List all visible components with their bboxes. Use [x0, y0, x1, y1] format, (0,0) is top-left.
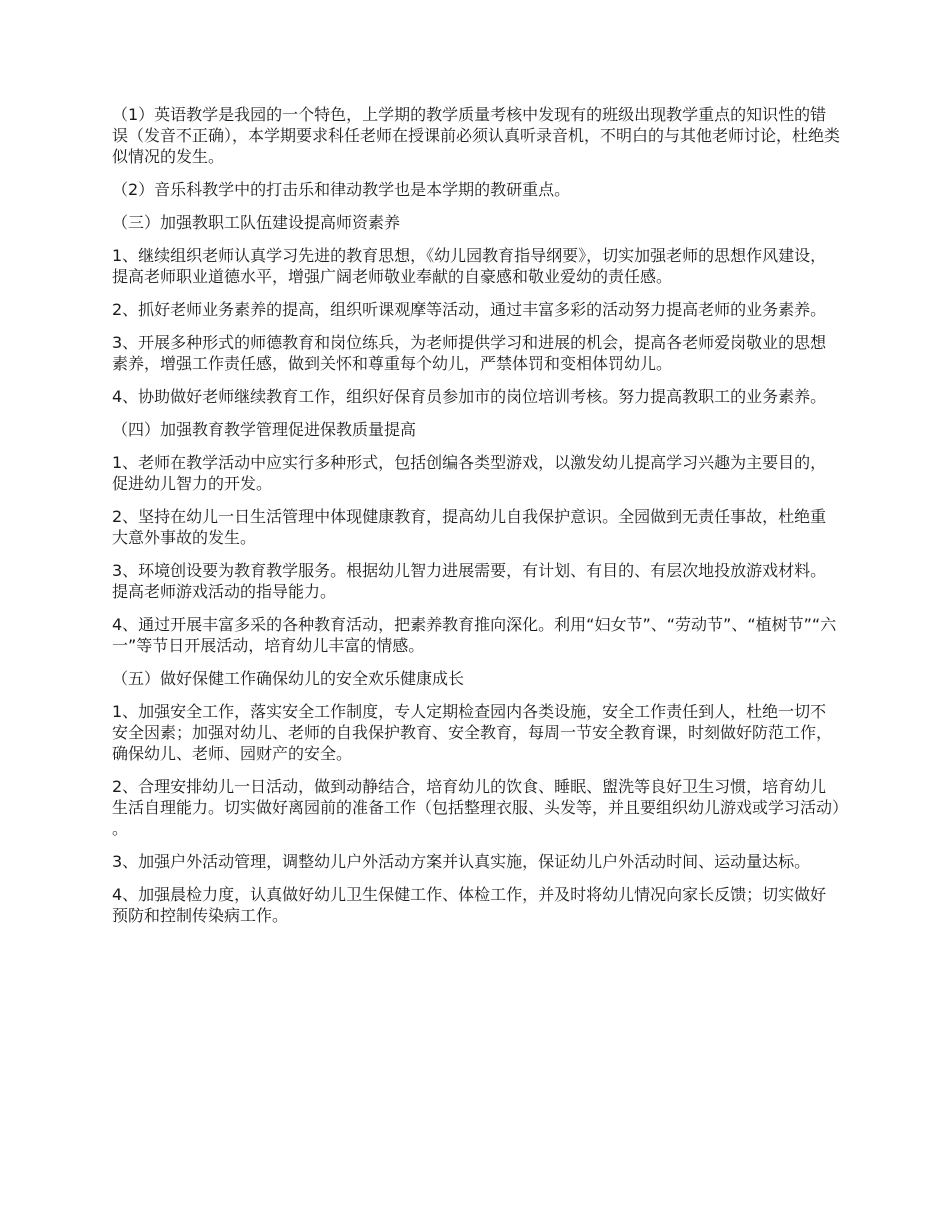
- paragraph-health-4: 4、加强晨检力度，认真做好幼儿卫生保健工作、体检工作，并及时将幼儿情况向家长反馈；切实做好预防和控制传染病工作。: [112, 885, 827, 925]
- paragraph-music-teaching: （2）音乐科教学中的打击乐和律动教学也是本学期的教研重点。: [112, 180, 571, 199]
- paragraph-teaching-3: 3、环境创设要为教育教学服务。根据幼儿智力进展需要，有计划、有目的、有层次地投放游戏材料。提高老师游戏活动的指导能力。: [112, 561, 827, 601]
- paragraph-health-1: 1、加强安全工作，落实安全工作制度，专人定期检查园内各类设施，安全工作责任到人，杜绝一切不安全因素；加强对幼儿、老师的自我保护教育、安全教育，每周一节安全教育课，时刻做好防范工作，确保幼儿、老师、园财产的安全。: [112, 702, 833, 763]
- paragraph-teaching-4: 4、通过开展丰富多采的各种教育活动，把素养教育推向深化。利用“妇女节”、“劳动节”、“植树节”“六一”等节日开展活动，培育幼儿丰富的情感。: [112, 615, 837, 655]
- section-heading-teaching: （四）加强教育教学管理促进保教质量提高: [112, 420, 417, 439]
- paragraph-health-3: 3、加强户外活动管理，调整幼儿户外活动方案并认真实施，保证幼儿户外活动时间、运动量达标。: [112, 852, 811, 871]
- paragraph-health-2: 2、合理安排幼儿一日活动，做到动静结合，培育幼儿的饮食、睡眠、盥洗等良好卫生习惯，培育幼儿生活自理能力。切实做好离园前的准备工作（包括整理衣服、头发等，并且要组织幼儿游戏或学习活动）。: [112, 777, 841, 838]
- paragraph-staff-3: 3、开展多种形式的师德教育和岗位练兵，为老师提供学习和进展的机会，提高各老师爱岗敬业的思想素养，增强工作责任感，做到关怀和尊重每个幼儿，严禁体罚和变相体罚幼儿。: [112, 333, 827, 373]
- paragraph-staff-1: 1、继续组织老师认真学习先进的教育思想，《幼儿园教育指导纲要》，切实加强老师的思想作风建设，提高老师职业道德水平，增强广阔老师敬业奉献的自豪感和敬业爱幼的责任感。: [112, 246, 827, 286]
- paragraph-teaching-1: 1、老师在教学活动中应实行多种形式，包括创编各类型游戏，以激发幼儿提高学习兴趣为主要目的，促进幼儿智力的开发。: [112, 453, 827, 493]
- section-heading-health: （五）做好保健工作确保幼儿的安全欢乐健康成长: [112, 669, 465, 688]
- paragraph-staff-2: 2、抓好老师业务素养的提高，组织听课观摩等活动，通过丰富多彩的活动努力提高老师的业务素养。: [112, 300, 827, 319]
- paragraph-staff-4: 4、协助做好老师继续教育工作，组织好保育员参加市的岗位培训考核。努力提高教职工的业务素养。: [112, 387, 827, 406]
- paragraph-teaching-2: 2、坚持在幼儿一日生活管理中体现健康教育，提高幼儿自我保护意识。全园做到无责任事故，杜绝重大意外事故的发生。: [112, 507, 827, 547]
- section-heading-staff: （三）加强教职工队伍建设提高师资素养: [112, 213, 401, 232]
- paragraph-english-teaching: （1）英语教学是我园的一个特色，上学期的教学质量考核中发现有的班级出现教学重点的知识性的错误（发音不正确），本学期要求科任老师在授课前必须认真听录音机，不明白的与其他老师讨论，杜绝类似情况的发生。: [112, 105, 841, 166]
- document-body: [112, 104, 840, 938]
